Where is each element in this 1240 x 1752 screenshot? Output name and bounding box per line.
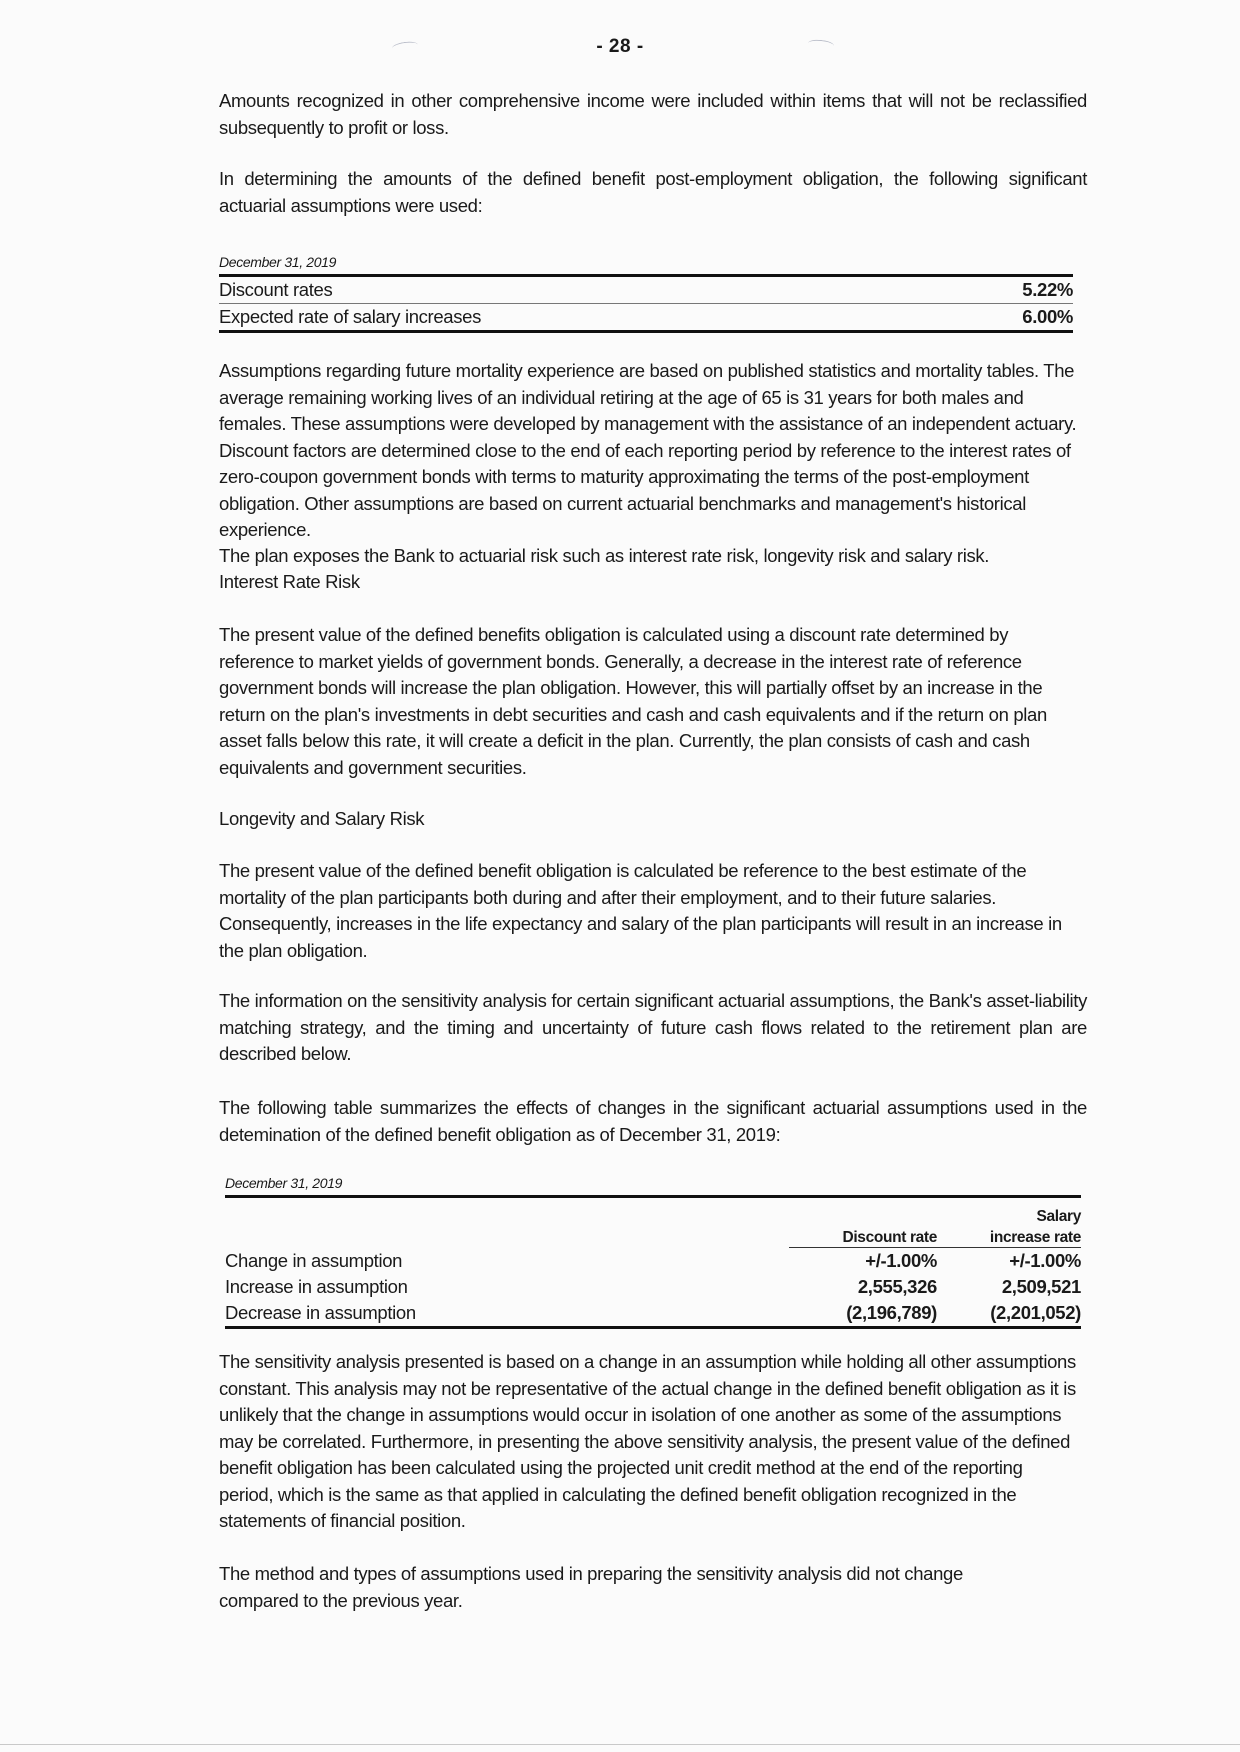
table-caption: December 31, 2019 (219, 254, 337, 270)
table-rule-bottom (225, 1326, 1081, 1329)
column-header-line: Discount rate (842, 1229, 937, 1246)
paragraph-text: The method and types of assumptions used in preparing the sensitivity analysis did not change compared to the previous year. (219, 1563, 963, 1611)
paragraph-sensitivity-method (219, 1349, 1087, 1535)
heading-interest-rate-risk (219, 569, 1087, 596)
paragraph-text: The information on the sensitivity analysis for certain significant actuarial assumptions, the Bank's asset-liability matching strategy, and the timing and uncertainty of future cash flows related to the retirement plan are described below. (219, 990, 1087, 1064)
table-row (219, 277, 1073, 304)
sensitivity-analysis-table (225, 1173, 1081, 1329)
paragraph-interest-rate-risk (219, 622, 1087, 781)
paragraph-text: In determining the amounts of the defined benefit post-employment obligation, the following significant actuarial assumptions were used: (219, 168, 1087, 216)
table-row (225, 1274, 1081, 1300)
paragraph-sensitivity-info (219, 988, 1087, 1068)
row-value: 5.22% (1022, 279, 1073, 300)
paragraph-text: The plan exposes the Bank to actuarial risk such as interest rate risk, longevity risk and salary risk. (219, 545, 990, 566)
page-number: - 28 - (596, 36, 644, 57)
table-caption: December 31, 2019 (225, 1175, 343, 1191)
row-label: Decrease in assumption (225, 1302, 416, 1323)
table-header (225, 1198, 1081, 1248)
table-row (225, 1248, 1081, 1274)
cell-salary-increase-rate: +/-1.00% (1009, 1250, 1081, 1271)
paragraph-oci-amounts (219, 88, 1087, 141)
column-header-salary-increase-rate (937, 1198, 1081, 1248)
cell-salary-increase-rate: 2,509,521 (1001, 1276, 1081, 1297)
cell-discount-rate: (2,196,789) (846, 1302, 937, 1323)
actuarial-assumptions-table (219, 252, 1073, 333)
paragraph-text: Amounts recognized in other comprehensive income were included within items that will not be reclassified subsequently to profit or loss. (219, 90, 1087, 138)
cell-discount-rate: +/-1.00% (865, 1250, 937, 1271)
paragraph-mortality-assumptions (219, 358, 1087, 544)
row-label: Expected rate of salary increases (219, 306, 481, 327)
paragraph-table-summary (219, 1095, 1087, 1148)
heading-longevity-salary-risk (219, 806, 1087, 833)
column-header-line: Salary (1036, 1208, 1081, 1225)
paragraph-text: The following table summarizes the effects of changes in the significant actuarial assumptions used in the detemination of the defined benefit obligation as of December 31, 2019: (219, 1097, 1087, 1145)
paragraph-text: The sensitivity analysis presented is based on a change in an assumption while holding all other assumptions constant. This analysis may not be representative of the actual change in the defined benefit obligation as it is unlikely that the change in assumptions would occur in isolation of one another as some of the assumptions may be correlated. Furthermore, in presenting the above sensitivity analysis, the present value of the defined benefit obligation has been calculated using the projected unit credit method at the end of the reporting period, which is the same as that applied in calculating the defined benefit obligation recognized in the statements of financial position. (219, 1351, 1076, 1531)
column-header-line: increase rate (989, 1229, 1081, 1246)
row-label: Increase in assumption (225, 1276, 408, 1297)
paragraph-text: The present value of the defined benefits obligation is calculated using a discount rate determined by reference to market yields of government bonds. Generally, a decrease in the interest rate of reference government bonds will increase the plan obligation. However, this will partially offset by an increase in the return on the plan's investments in debt securities and cash and cash equivalents and if the return on plan asset falls below this rate, it will create a deficit in the plan. Currently, the plan consists of cash and cash equivalents and government securities. (219, 624, 1047, 778)
table-rule-bottom (219, 330, 1073, 333)
page-bottom-edge (0, 1744, 1240, 1745)
paragraph-actuarial-intro (219, 166, 1087, 219)
table-row (225, 1300, 1081, 1326)
section-heading: Interest Rate Risk (219, 571, 360, 592)
row-label: Change in assumption (225, 1250, 403, 1271)
paragraph-text: The present value of the defined benefit obligation is calculated be reference to the best estimate of the mortality of the plan participants both during and after their employment, and to their future salaries. Consequently, increases in the life expectancy and salary of the plan participants will result in an increase in the plan obligation. (219, 860, 1062, 961)
paragraph-text: Assumptions regarding future mortality experience are based on published statistics and mortality tables. The average remaining working lives of an individual retiring at the age of 65 is 31 years for both males and females. These assumptions were developed by management with the assistance of an independent actuary. Discount factors are determined close to the end of each reporting period by reference to the interest rates of zero-coupon government bonds with terms to maturity approximating the terms of the post-employment obligation. Other assumptions are based on current actuarial benchmarks and management's historical experience. (219, 360, 1077, 540)
paragraph-plan-exposure (219, 543, 1087, 570)
section-heading: Longevity and Salary Risk (219, 808, 425, 829)
table-row (219, 304, 1073, 330)
header-rule (789, 1247, 1081, 1248)
row-label: Discount rates (219, 279, 333, 300)
paragraph-longevity-salary-risk (219, 858, 1087, 964)
column-header-discount-rate (789, 1198, 937, 1248)
paragraph-no-change (219, 1561, 1087, 1614)
cell-salary-increase-rate: (2,201,052) (990, 1302, 1081, 1323)
row-value: 6.00% (1022, 306, 1073, 327)
cell-discount-rate: 2,555,326 (857, 1276, 937, 1297)
